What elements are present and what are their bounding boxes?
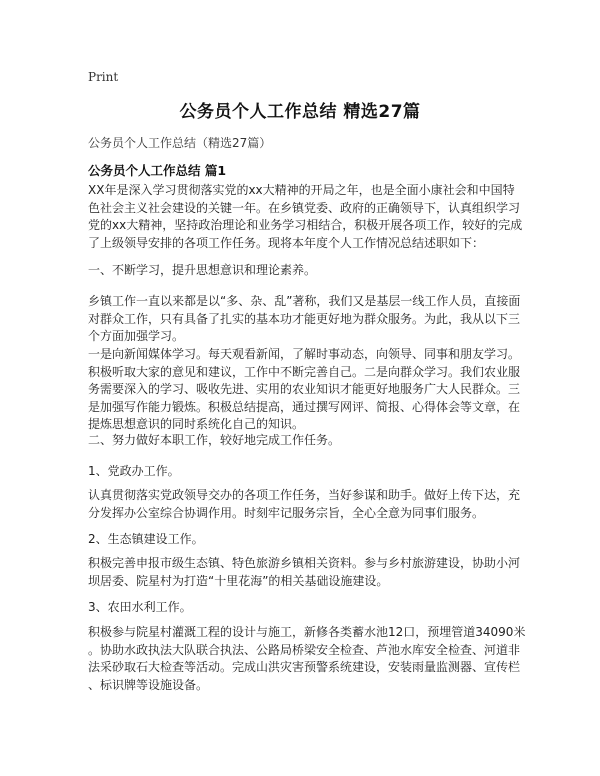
- paragraph-line: 。协助水政执法大队联合执法、公路局桥梁安全检查、芦池水库安全检查、河道非: [88, 642, 521, 657]
- paragraph-line: 法采砂取石大检查等活动。完成山洪灾害预警系统建设，安装雨量监测器、宣传栏: [88, 660, 521, 674]
- subheading-duties: [88, 432, 518, 450]
- paragraph-line: 个方面加强学习。: [88, 329, 185, 343]
- paragraph-office-work: [88, 487, 521, 522]
- paragraph-line: 务需要深入的学习、吸收先进、实用的农业知识才能更好地服务广大人民群众。三: [88, 382, 521, 396]
- paragraph-line: 乡镇工作一直以来都是以“多、杂、乱”著称，我们又是基层一线工作人员，直接面: [88, 294, 521, 308]
- paragraph-line: 认真贯彻落实党政领导交办的各项工作任务，当好参谋和助手。做好上传下达，充: [88, 488, 521, 502]
- section-heading: 公务员个人工作总结 篇1: [88, 163, 227, 178]
- paragraph-line: 了上级领导安排的各项工作任务。现将本年度个人工作情况总结述职如下：: [88, 235, 485, 250]
- paragraph-line: 党的xx大精神，坚持政治理论和业务学习相结合，积极开展各项工作，较好的完成: [88, 218, 523, 232]
- subheading-text: 一、不断学习，提升思想意识和理论素养。: [88, 263, 317, 277]
- document-title: 公务员个人工作总结 精选27篇: [179, 102, 421, 122]
- paragraph-line: 积极听取大家的意见和建议，工作中不断完善自己。二是向群众学习。我们农业服: [88, 364, 521, 379]
- paragraph-study-methods: [88, 346, 521, 434]
- paragraph-line: 色社会主义社会建设的关键一年。在乡镇党委、政府的正确领导下，认真组织学习: [88, 200, 521, 215]
- paragraph-line: XX年是深入学习贯彻落实党的xx大精神的开局之年，也是全面小康社会和中国特: [88, 183, 515, 197]
- subheading-study: [88, 262, 518, 280]
- document-subtitle: 公务员个人工作总结（精选27篇）: [88, 136, 272, 150]
- paragraph-line: 坝居委、院星村为打造“十里花海”的相关基础设施建设。: [88, 573, 389, 588]
- paragraph-intro: [88, 182, 523, 252]
- paragraph-study: [88, 293, 521, 346]
- subheading-text: 二、努力做好本职工作，较好地完成工作任务。: [88, 433, 341, 447]
- subheading-office-work: [88, 463, 518, 481]
- subheading-text: 2、生态镇建设工作。: [88, 532, 204, 546]
- subheading-water: [88, 599, 518, 617]
- subheading-text: 1、党政办工作。: [88, 464, 180, 478]
- print-label: Print: [88, 70, 119, 84]
- paragraph-ecology: [88, 555, 521, 590]
- subheading-ecology: [88, 531, 518, 549]
- paragraph-line: 对群众工作，只有具备了扎实的基本功才能更好地为群众服务。为此，我从以下三: [88, 311, 521, 326]
- paragraph-line: 积极参与院星村灌溉工程的设计与施工，新修各类蓄水池12口，预埋管道34090米: [88, 625, 526, 639]
- paragraph-line: 提炼思想意识的同时系统化自己的知识。: [88, 417, 305, 431]
- paragraph-line: 是加强写作能力锻炼。积极总结提高，通过撰写网评、简报、心得体会等文章，在: [88, 399, 521, 414]
- paragraph-line: 分发挥办公室综合协调作用。时刻牢记服务宗旨，全心全意为同事们服务。: [88, 505, 485, 520]
- paragraph-line: 一是向新闻媒体学习。每天观看新闻，了解时事动态，向领导、同事和朋友学习。: [88, 347, 521, 361]
- paragraph-water: [88, 624, 526, 694]
- subheading-text: 3、农田水利工作。: [88, 600, 192, 614]
- paragraph-line: 、标识牌等设施设备。: [88, 677, 209, 692]
- paragraph-line: 积极完善申报市级生态镇、特色旅游乡镇相关资料。参与乡村旅游建设，协助小河: [88, 556, 521, 570]
